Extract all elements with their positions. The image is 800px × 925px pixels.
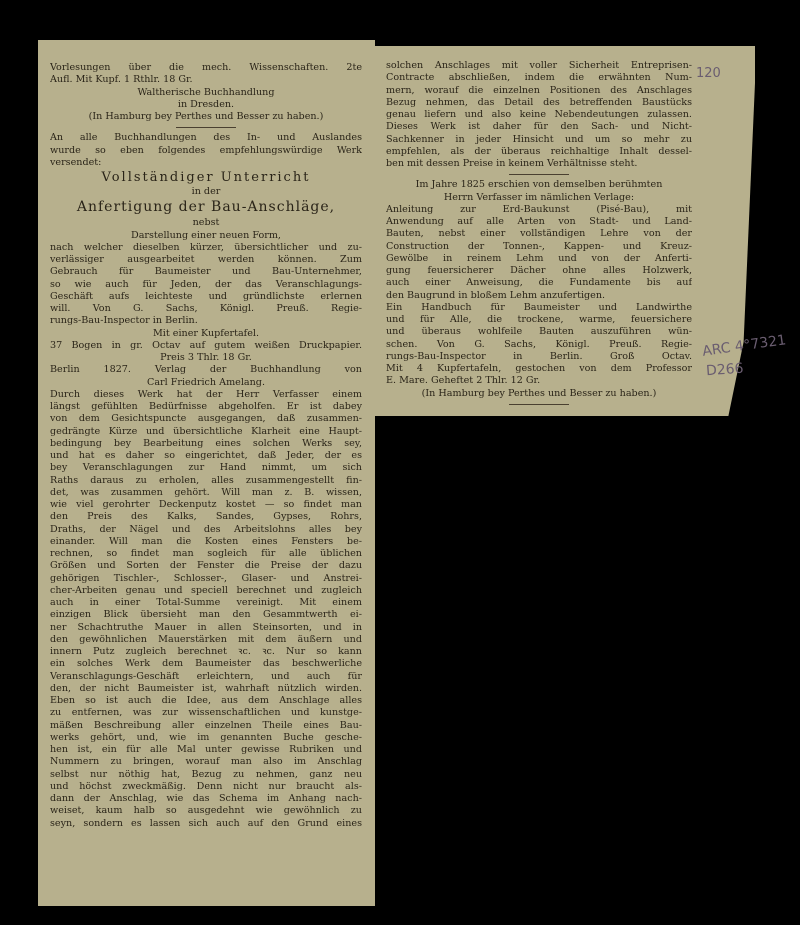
text-line: werks gehört, und, wie im genannten Buche gesche-: [50, 731, 362, 743]
text-line: innern Putz zugleich berechnet ꝛc. ꝛc. Nur so kann: [50, 646, 362, 657]
text-line: cher-Arbeiten genau und speciell berechnet und zugleich: [50, 584, 362, 596]
text-line: hen ist, ein für alle Mal unter gewisse Rubriken und: [50, 744, 362, 755]
text-line: Contracte abschließen, indem die erwähnten Num-: [386, 72, 692, 84]
text-line: Anleitung zur Erd-Baukunst (Pisé-Bau), mit: [386, 203, 692, 215]
text-line: zu entfernen, was zur wissenschaftlichen und kunstge-: [50, 707, 362, 719]
text-line: ben mit dessen Preise in keinem Verhältnisse steht.: [386, 158, 638, 169]
text-line: Berlin 1827. Verlag der Buchhandlung von: [50, 364, 362, 376]
text-line: längst gefühlten Bedürfnisse abgeholfen. Er ist dabey: [50, 401, 362, 412]
text-line: nebst: [192, 217, 220, 229]
text-line: einzigen Blick übersieht man den Gesammtwerth ei-: [50, 609, 362, 621]
text-line: Bezug nehmen, das Detail des betreffenden Baustücks: [386, 96, 692, 108]
text-line: Nummern zu bringen, worauf man also im Anschlag: [50, 756, 362, 768]
text-line: von dem Gesichtspuncte ausgegangen, daß zusammen-: [50, 413, 362, 425]
text-line: dann der Anschlag, wie das Schema im Anhang nach-: [50, 793, 362, 804]
text-line: genau liefern und also keine Nebendeutungen zulassen.: [386, 109, 692, 120]
text-line: einander. Will man die Kosten eines Fensters be-: [50, 535, 362, 547]
text-line: Geschäft aufs leichteste und gründlichste erlernen: [50, 290, 362, 302]
text-line: Mit 4 Kupfertafeln, gestochen von dem Professor: [386, 363, 692, 374]
separator-rule: [176, 127, 236, 128]
text-line: rungs-Bau-Inspector in Berlin.: [50, 315, 198, 327]
text-line: (In Hamburg bey Perthes und Besser zu haben.): [88, 111, 324, 122]
text-line: und hat es daher so eingerichtet, daß Jeder, der es: [50, 450, 362, 461]
text-line: und für Alle, die trockene, warme, feuersichere: [386, 314, 692, 325]
text-line: Größen und Sorten der Fenster die Preise der dazu: [50, 560, 362, 572]
text-line: bey Veranschlagungen zur Hand nimmt, um sich: [50, 462, 362, 474]
text-line: Carl Friedrich Amelang.: [146, 376, 265, 388]
text-line: mäßen Beschreibung aller einzelnen Theile eines Bau-: [50, 719, 362, 731]
text-line: Gewölbe in reinem Lehm und von der Anferti-: [386, 252, 692, 264]
text-line: Vollständiger Unterricht: [101, 170, 311, 185]
text-line: ein solches Werk dem Baumeister das beschwerliche: [50, 658, 362, 670]
text-line: weiset, kaum halb so ausgedehnt wie gewöhnlich zu: [50, 805, 362, 817]
text-line: Eben so ist auch die Idee, aus dem Anschlage alles: [50, 695, 362, 706]
text-line: den, der nicht Baumeister ist, wahrhaft nützlich wirden.: [50, 682, 362, 694]
separator-rule: [509, 404, 569, 405]
text-line: Aufl. Mit Kupf. 1 Rthlr. 18 Gr.: [50, 74, 193, 86]
text-line: in der: [191, 186, 221, 197]
text-line: (In Hamburg bey Perthes und Besser zu haben.): [421, 387, 657, 399]
text-line: und höchst zweckmäßig. Denn nicht nur braucht als-: [50, 780, 362, 792]
pencil-shelfmark: ARC 4°7321: [701, 332, 788, 360]
text-line: versendet:: [50, 156, 102, 168]
text-line: auch einer Anweisung, die Fundamente bis auf: [386, 277, 692, 289]
text-line: Anfertigung der Bau-Anschläge,: [76, 199, 336, 216]
text-line: Draths, der Nägel und des Arbeitslohns alles bey: [50, 523, 362, 535]
text-line: wie viel gerohrter Deckenputz kostet — so findet man: [50, 499, 362, 510]
text-line: Sachkenner in jeder Hinsicht und um so mehr zu: [386, 133, 692, 145]
text-line: E. Mare. Geheftet 2 Thlr. 12 Gr.: [386, 375, 541, 387]
text-line: will. Von G. Sachs, Königl. Preuß. Regie-: [50, 303, 362, 314]
text-line: nach welcher dieselben kürzer, übersichtlicher und zu-: [50, 241, 362, 253]
text-line: so wie auch für Jeden, der das Veranschlagungs-: [50, 278, 362, 290]
text-line: Raths daraus zu erholen, alles zusammengestellt fin-: [50, 474, 362, 486]
text-line: den gewöhnlichen Mauerstärken mit dem äußern und: [50, 633, 362, 645]
text-line: Vorlesungen über die mech. Wissenschaften. 2te: [50, 62, 362, 73]
text-line: Durch dieses Werk hat der Herr Verfasser einem: [50, 388, 362, 400]
text-line: An alle Buchhandlungen des In- und Auslandes: [50, 132, 362, 144]
text-line: rungs-Bau-Inspector in Berlin. Groß Octav.: [386, 350, 692, 362]
separator-rule: [509, 174, 569, 175]
text-line: Bauten, nebst einer vollständigen Lehre von der: [386, 228, 692, 240]
right-text-column: [386, 60, 692, 409]
text-line: Construction der Tonnen-, Kappen- und Kreuz-: [386, 240, 692, 252]
text-line: gehörigen Tischler-, Schlosser-, Glaser- und Anstrei-: [50, 572, 362, 584]
pencil-code: D266: [705, 360, 745, 380]
text-line: schen. Von G. Sachs, Königl. Preuß. Regie-: [386, 338, 692, 350]
text-line: Anwendung auf alle Arten von Stadt- und Land-: [386, 216, 692, 227]
text-line: ner Schachtruthe Mauer in allen Steinsorten, und in: [50, 621, 362, 633]
text-line: bedingung bey Bearbeitung eines solchen Werks sey,: [50, 437, 362, 449]
text-line: Dieses Werk ist daher für den Sach- und Nicht-: [386, 121, 692, 133]
text-line: Darstellung einer neuen Form,: [131, 229, 281, 241]
text-line: solchen Anschlages mit voller Sicherheit Entreprisen-: [386, 60, 692, 71]
text-line: Preis 3 Thlr. 18 Gr.: [160, 352, 252, 363]
text-line: det, was zusammen gehört. Will man z. B. wissen,: [50, 486, 362, 498]
text-line: selbst nur nöthig hat, Bezug zu nehmen, ganz neu: [50, 768, 362, 780]
text-line: in Dresden.: [177, 98, 235, 110]
text-line: Veranschlagungs-Geschäft erleichtern, und auch für: [50, 670, 362, 682]
pencil-number: 120: [696, 66, 721, 81]
text-line: Mit einer Kupfertafel.: [152, 327, 260, 339]
text-line: Ein Handbuch für Baumeister und Landwirthe: [386, 301, 692, 313]
text-line: 37 Bogen in gr. Octav auf gutem weißen Druckpapier.: [50, 339, 362, 351]
text-line: gedrängte Kürze und übersichtliche Klarheit eine Haupt-: [50, 425, 362, 437]
text-line: Waltherische Buchhandlung: [137, 86, 275, 98]
text-line: rechnen, so findet man sogleich für alle üblichen: [50, 548, 362, 559]
text-line: den Preis des Kalks, Sandes, Gypses, Rohrs,: [50, 511, 362, 523]
text-line: auch in einer Total-Summe vereinigt. Mit einem: [50, 597, 362, 608]
text-line: mern, worauf die einzelnen Positionen des Anschlages: [386, 84, 692, 96]
text-line: Im Jahre 1825 erschien von demselben berühmten: [415, 179, 663, 191]
text-line: den Baugrund in bloßem Lehm anzufertigen.: [386, 289, 606, 301]
text-line: wurde so eben folgendes empfehlungswürdige Werk: [50, 144, 362, 156]
text-line: gung feuersicherer Dächer ohne alles Holzwerk,: [386, 265, 692, 276]
text-line: empfehlen, als der überaus reichhaltige Inhalt dessel-: [386, 145, 692, 157]
text-line: verlässiger ausgearbeitet werden können. Zum: [50, 254, 362, 265]
text-line: seyn, sondern es lassen sich auch auf den Grund eines: [50, 817, 362, 829]
text-line: und überaus wohlfeile Bauten auszuführen wün-: [386, 326, 692, 338]
text-line: Herrn Verfasser im nämlichen Verlage:: [443, 191, 635, 203]
text-line: Gebrauch für Baumeister und Bau-Unternehmer,: [50, 266, 362, 278]
left-text-column: [50, 62, 362, 830]
